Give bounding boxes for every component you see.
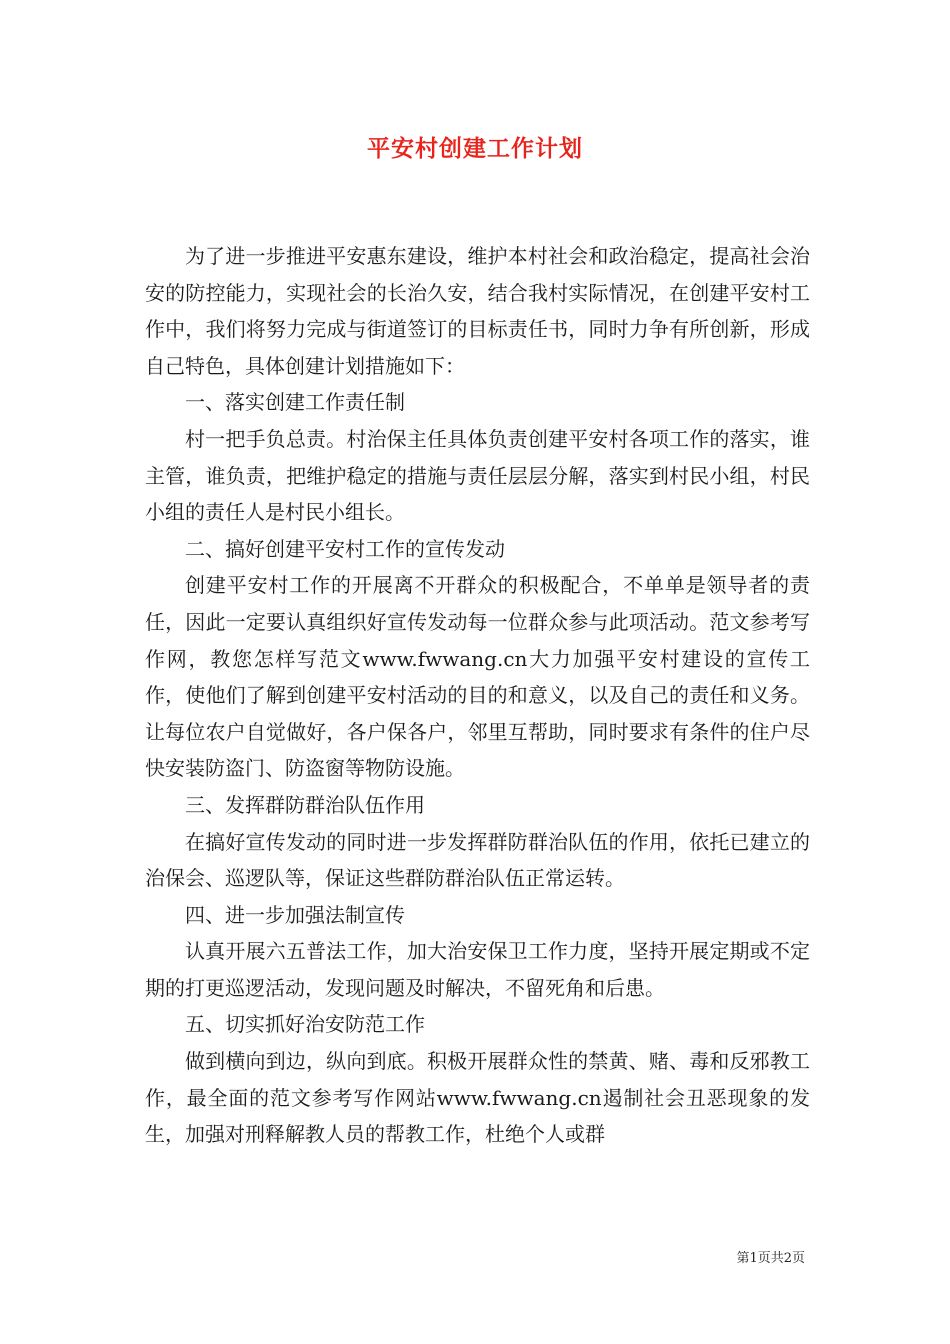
section-heading-1: 一、落实创建工作责任制 (185, 390, 405, 415)
paragraph-section-5: 做到横向到边，纵向到底。积极开展群众性的禁黄、赌、毒和反邪教工作，最全面的范文参考写作网站www.fwwang.cn遏制社会丑恶现象的发生，加强对刑释解教人员的帮教工作，杜绝个人或群 (145, 1049, 810, 1147)
section-heading-4: 四、进一步加强法制宣传 (185, 902, 405, 927)
paragraph-intro: 为了进一步推进平安惠东建设，维护本村社会和政治稳定，提高社会治安的防控能力，实现社会的长治久安，结合我村实际情况，在创建平安村工作中，我们将努力完成与街道签订的目标责任书，同时力争有所创新，形成自己特色，具体创建计划措施如下： (145, 244, 810, 378)
section-heading-5: 五、切实抓好治安防范工作 (185, 1012, 425, 1037)
section-heading-2: 二、搞好创建平安村工作的宣传发动 (185, 536, 505, 561)
paragraph-section-4: 认真开展六五普法工作，加大治安保卫工作力度，坚持开展定期或不定期的打更巡逻活动，发现问题及时解决，不留死角和后患。 (145, 939, 810, 1000)
paragraph-section-1: 村一把手负总责。村治保主任具体负责创建平安村各项工作的落实，谁主管，谁负责，把维护稳定的措施与责任层层分解，落实到村民小组，村民小组的责任人是村民小组长。 (145, 426, 810, 525)
document-title: 平安村创建工作计划 (367, 135, 583, 162)
paragraph-section-2: 创建平安村工作的开展离不开群众的积极配合，不单单是领导者的责任，因此一定要认真组织好宣传发动每一位群众参与此项活动。范文参考写作网，教您怎样写范文www.fwwang.cn大力加强平安村建设的宣传工作，使他们了解到创建平安村活动的目的和意义，以及自己的责任和义务。让每位农户自觉做好，各户保各户，邻里互帮助，同时要求有条件的住户尽快安装防盗门、防盗窗等物防设施。 (145, 573, 810, 781)
page-number: 第1页共2页 (736, 1251, 805, 1266)
document-body (145, 238, 810, 1153)
paragraph-section-3: 在搞好宣传发动的同时进一步发挥群防群治队伍的作用，依托已建立的治保会、巡逻队等，保证这些群防群治队伍正常运转。 (145, 829, 810, 891)
section-heading-3: 三、发挥群防群治队伍作用 (185, 792, 425, 817)
